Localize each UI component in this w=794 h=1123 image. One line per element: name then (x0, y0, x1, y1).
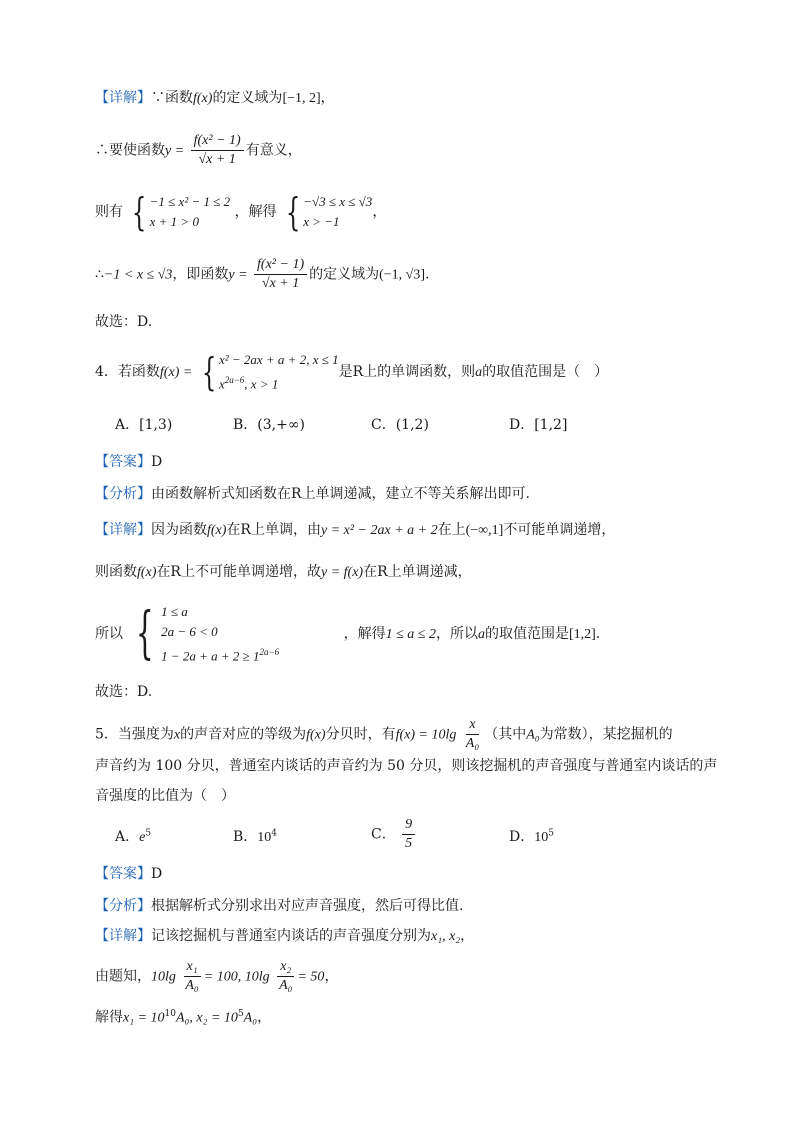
analysis-text: 由函数解析式知函数在R上单调递减，建立不等关系解出即可. (151, 486, 530, 502)
option-c[interactable] (371, 816, 417, 853)
text: ，即函数 (172, 266, 229, 283)
denominator: A₀ (465, 736, 480, 751)
answer-line-q5 (95, 864, 162, 884)
detail-line-q4-3 (95, 602, 600, 666)
text: （其中 (484, 726, 527, 743)
question-5-line-2: 声音约为 100 分贝，普通室内谈话的声音约为 50 分贝，则该挖掘机的声音强度与普通室内谈话的声 (95, 758, 718, 774)
numerator: x₂ (277, 958, 294, 977)
numerator: f(x² − 1) (254, 256, 307, 275)
choose-line-q4: 故选：D. (95, 684, 153, 700)
row (161, 642, 279, 666)
denominator: √x + 1 (198, 152, 236, 167)
option-value: 10 (257, 830, 272, 845)
text: 在R上单调递减， (363, 564, 472, 580)
numerator: f(x² − 1) (191, 132, 244, 151)
row: x > −1 (303, 214, 340, 229)
answer-tag: 【答案】 (95, 454, 151, 470)
math-a: a (477, 627, 485, 643)
text: 不可能单调递增， (503, 522, 616, 538)
row: x² − 2ax + a + 2, x ≤ 1 (218, 352, 339, 367)
text: ∴ (95, 266, 104, 283)
text: ，解得 (234, 204, 277, 220)
fraction (191, 132, 244, 169)
detail-line-4 (95, 256, 429, 293)
text: 是R上的单调函数，则 (338, 364, 476, 381)
denominator: 5 (405, 836, 413, 851)
option-a[interactable]: A．[1,3) (115, 417, 173, 433)
row: x + 1 > 0 (149, 214, 199, 229)
brace: { (132, 190, 147, 234)
denominator: A₀ (185, 978, 199, 993)
math-fx: f(x) (306, 727, 326, 743)
denominator: A₀ (279, 978, 293, 993)
option-label: B． (233, 829, 258, 845)
option-c[interactable]: C．(1,2) (371, 417, 429, 433)
detail-line-q5-1 (95, 926, 474, 947)
text: ， (324, 968, 339, 985)
text: ， (372, 204, 387, 220)
math-interval: (−∞,1] (465, 523, 504, 538)
text: 则有 (95, 204, 123, 220)
fraction (463, 716, 482, 753)
math-end: = 50 (297, 969, 325, 985)
text: 所以 (95, 626, 123, 643)
detail-tag: 【详解】 (95, 522, 151, 538)
detail-line-3 (95, 192, 386, 232)
text: 在R上单调，由 (226, 522, 321, 538)
question-5-line-1 (95, 716, 673, 753)
text: 5．当强度为 (95, 726, 174, 743)
math-y: y = (165, 143, 185, 159)
answer-tag: 【答案】 (95, 866, 151, 882)
text: ，所以 (435, 626, 478, 643)
math-ineq: −1 < x ≤ √3 (103, 267, 173, 283)
text: 在R上不可能单调递增，故 (156, 564, 321, 580)
math-A0: A₀ (526, 727, 540, 743)
math-a: a (475, 365, 483, 381)
text: 由题知， (95, 968, 151, 985)
row (219, 370, 339, 394)
row: −1 ≤ x² − 1 ≤ 2 (149, 194, 231, 209)
option-value: 10 (534, 830, 549, 845)
option-a[interactable] (115, 826, 151, 846)
math-lg: 10lg (151, 969, 176, 985)
numerator: 9 (402, 816, 415, 835)
question-4 (95, 350, 608, 394)
text: . (425, 266, 430, 283)
text: ， (320, 90, 335, 106)
math-fx: f(x) = (159, 365, 193, 381)
text: 的取值范围是（ ） (482, 364, 609, 381)
text: . (595, 626, 601, 643)
choose-line-1: 故选：D. (95, 314, 153, 330)
exponent: 4 (271, 828, 278, 839)
math-A: A₀, x₂ = 10 (175, 1010, 238, 1026)
text: 的定义域为 (309, 266, 380, 283)
exponent: 2a−6 (224, 375, 245, 385)
answer-value: D (151, 454, 163, 470)
text: x (218, 376, 225, 392)
text: 解得 (95, 1009, 123, 1026)
analysis-tag: 【分析】 (95, 898, 151, 914)
numerator: x (466, 716, 478, 735)
text: 为常数），某挖掘机的 (539, 726, 673, 743)
exponent: 5 (237, 1009, 244, 1019)
math-range: [1,2] (568, 627, 596, 643)
text: ∴要使函数 (95, 142, 165, 159)
denominator: √x + 1 (261, 276, 300, 291)
text: ，解得 (343, 626, 386, 643)
math-formula: f(x) = 10lg (395, 727, 457, 743)
option-label: A． (115, 829, 140, 845)
text: 则函数 (95, 564, 137, 580)
row: −√3 ≤ x ≤ √3 (303, 194, 373, 209)
text: 1 − 2a + a + 2 ≥ 1 (161, 648, 260, 664)
text: 4．若函数 (95, 364, 160, 381)
option-value: e (139, 830, 146, 845)
answer-value: D (151, 866, 163, 882)
option-d[interactable]: D．[1,2] (509, 417, 568, 433)
analysis-line-q5 (95, 896, 463, 916)
fraction (276, 958, 295, 995)
option-label: C． (371, 826, 396, 843)
math-fx: f(x) (207, 523, 227, 538)
math-mid: = 100, 10lg (203, 969, 270, 985)
exponent: 2a−6 (259, 647, 280, 657)
answer-line-q4 (95, 452, 162, 472)
detail-line-1 (95, 88, 335, 109)
numerator: x₁ (184, 958, 201, 977)
detail-tag: 【详解】 (95, 90, 151, 106)
text: 有意义， (245, 142, 302, 159)
math-expr: y = x² − 2ax + a + 2 (320, 523, 438, 538)
math-interval: [−1, 2] (282, 91, 321, 106)
inequality-system (127, 602, 279, 666)
text: ∵函数 (151, 90, 193, 106)
math-expr: y = f(x) (320, 565, 364, 580)
text: 的取值范围是 (484, 626, 569, 643)
text: 记该挖掘机与普通室内谈话的声音强度分别为 (151, 928, 431, 944)
detail-tag: 【详解】 (95, 928, 151, 944)
math-fx: f(x) (137, 565, 157, 580)
math-sol: 1 ≤ a ≤ 2 (385, 627, 436, 643)
math-A0: A₀ (243, 1010, 258, 1026)
text: 的声音对应的等级为 (180, 726, 307, 743)
option-b[interactable]: B．(3,+∞) (233, 417, 305, 433)
detail-line-q5-2 (95, 958, 338, 995)
fraction (402, 816, 415, 853)
text: 因为函数 (151, 522, 207, 538)
text: ， (460, 928, 475, 944)
analysis-text: 根据解析式分别求出对应声音强度，然后可得比值. (151, 898, 464, 914)
math-y: y = (228, 267, 248, 283)
detail-line-q4-1 (95, 520, 615, 541)
row: 2a − 6 < 0 (161, 624, 218, 639)
math-vars: x₁, x₂ (431, 929, 461, 944)
detail-line-q4-2 (95, 562, 472, 583)
row: 1 ≤ a (161, 604, 188, 619)
fraction (182, 958, 201, 995)
exponent: 10 (164, 1009, 176, 1019)
analysis-tag: 【分析】 (95, 486, 151, 502)
text: ， (257, 1009, 272, 1026)
brace: { (201, 350, 217, 395)
fraction (254, 256, 307, 293)
text: , x > 1 (244, 376, 279, 392)
exponent: 5 (548, 828, 554, 839)
detail-line-q5-3 (95, 1004, 271, 1029)
math-x: x (173, 727, 181, 743)
math-interval: (−1, √3] (379, 267, 426, 283)
math-fx: f(x) (193, 91, 213, 106)
brace: { (136, 601, 155, 667)
question-5-line-3: 音强度的比值为（ ） (95, 788, 235, 804)
math-x1: x₁ = 10 (123, 1010, 165, 1026)
detail-line-2 (95, 132, 302, 169)
text: 分贝时，有 (325, 726, 396, 743)
exponent: 5 (145, 828, 152, 839)
text: 的定义域为 (212, 90, 283, 106)
piecewise (197, 350, 339, 394)
option-label: D． (509, 829, 535, 845)
option-d[interactable] (509, 826, 554, 846)
analysis-line-q4 (95, 484, 530, 504)
brace: { (285, 190, 301, 234)
solution-system (281, 192, 372, 232)
inequality-system (127, 192, 230, 232)
text: 在上 (437, 522, 466, 538)
option-b[interactable] (233, 826, 277, 846)
